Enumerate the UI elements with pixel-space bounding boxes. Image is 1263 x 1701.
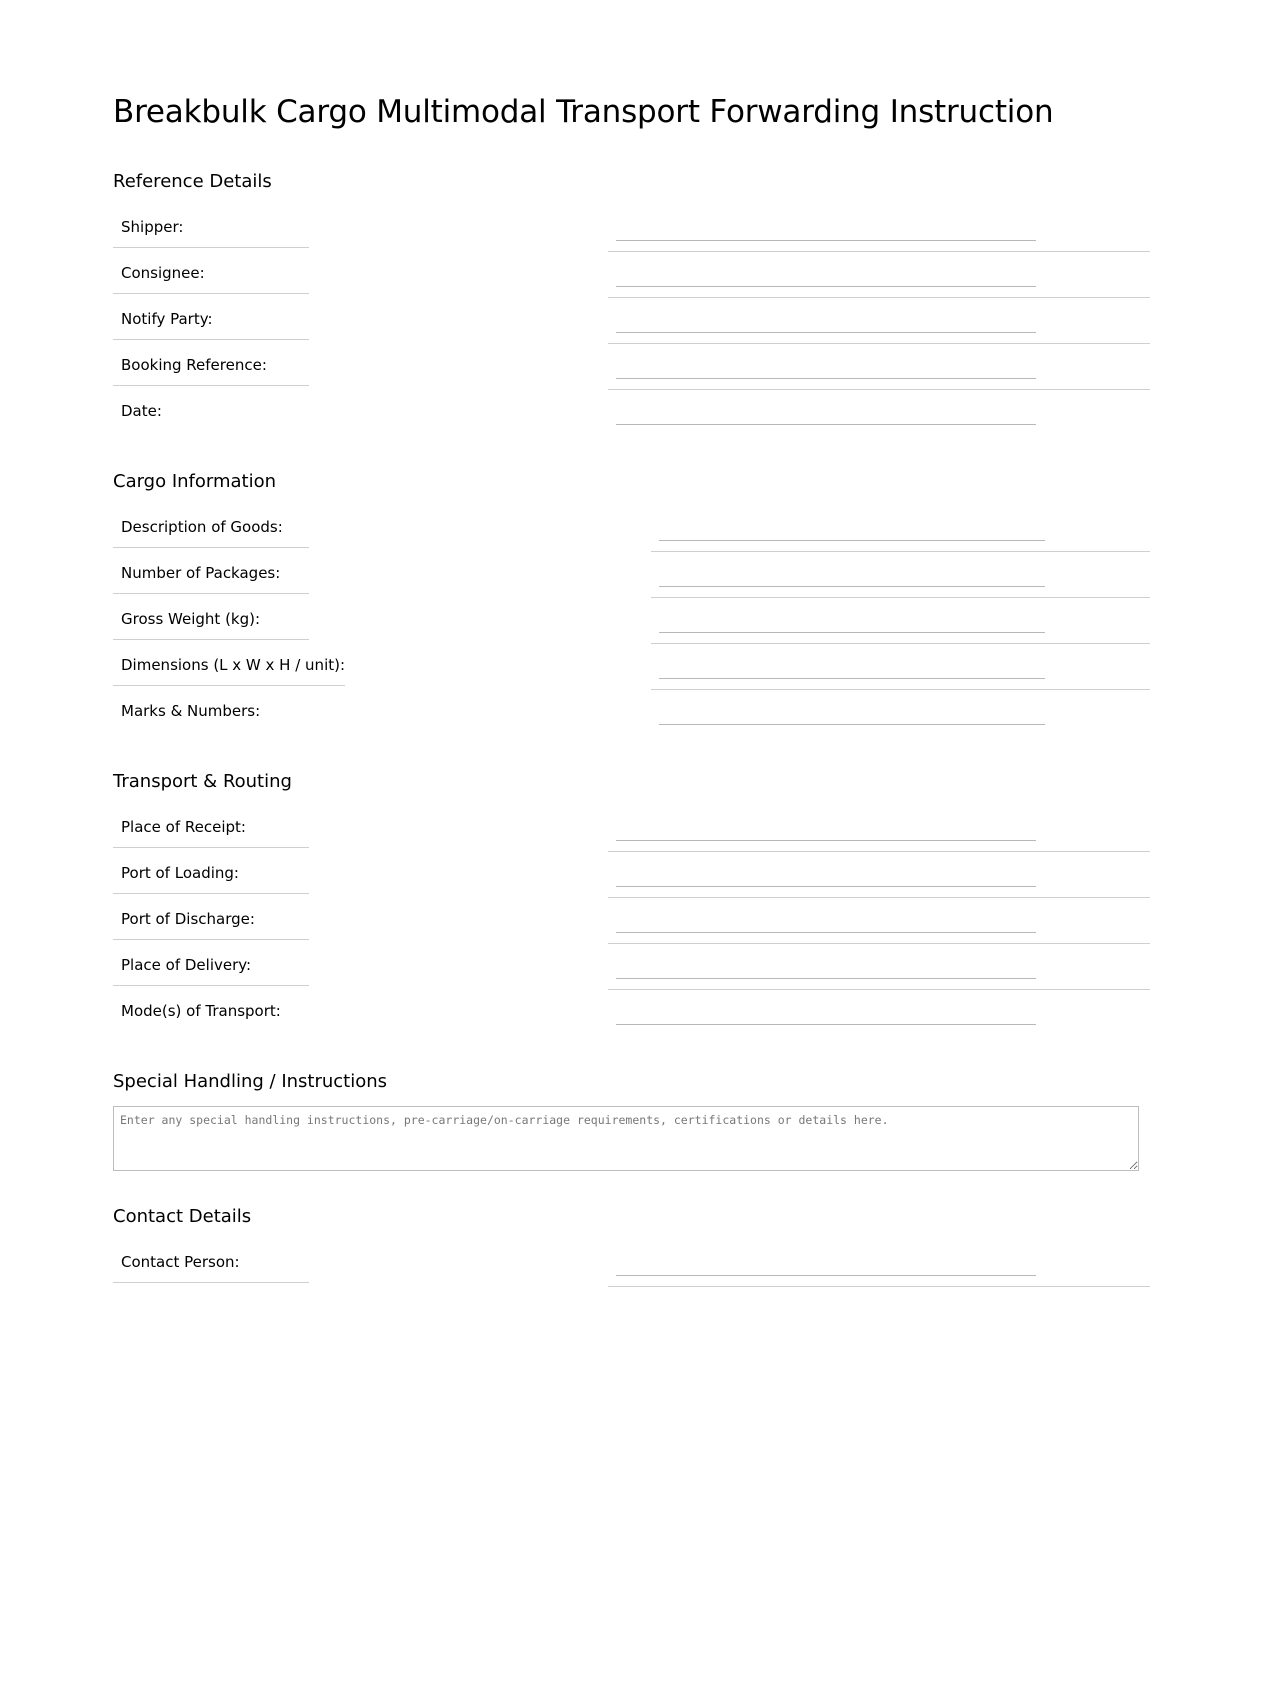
booking-reference-input[interactable] (616, 344, 1036, 379)
special-handling-textarea[interactable] (113, 1106, 1139, 1171)
field-row-number-of-packages (0, 552, 1263, 598)
field-label: Description of Goods: (113, 506, 309, 548)
section-heading-transport: Transport & Routing (113, 771, 292, 792)
page-title: Breakbulk Cargo Multimodal Transport Forwarding Instruction (113, 94, 1054, 130)
field-row-description-of-goods (0, 506, 1263, 552)
section-heading-special-handling: Special Handling / Instructions (113, 1071, 388, 1092)
consignee-input[interactable] (616, 252, 1036, 287)
field-label: Place of Delivery: (113, 944, 309, 986)
field-cell (608, 898, 1150, 944)
field-row-gross-weight (0, 598, 1263, 644)
field-label: Dimensions (L x W x H / unit): (113, 644, 345, 686)
field-label: Gross Weight (kg): (113, 598, 309, 640)
field-row-place-of-receipt (0, 806, 1263, 852)
field-label: Consignee: (113, 252, 309, 294)
section-heading-cargo: Cargo Information (113, 471, 277, 492)
field-row-date (0, 390, 1263, 436)
field-label: Mode(s) of Transport: (121, 1002, 281, 1020)
field-row-consignee (0, 252, 1263, 298)
number-of-packages-input[interactable] (659, 552, 1045, 587)
date-input[interactable] (616, 390, 1036, 425)
field-row-notify-party (0, 298, 1263, 344)
field-row-dimensions (0, 644, 1263, 690)
description-of-goods-input[interactable] (659, 506, 1045, 541)
field-row-place-of-delivery (0, 944, 1263, 990)
field-cell (608, 252, 1150, 298)
field-cell (608, 944, 1150, 990)
place-of-receipt-input[interactable] (616, 806, 1036, 841)
field-cell (608, 298, 1150, 344)
field-row-port-of-discharge (0, 898, 1263, 944)
field-label: Number of Packages: (113, 552, 309, 594)
field-cell (651, 552, 1150, 598)
field-row-modes-of-transport (0, 990, 1263, 1036)
field-cell (651, 644, 1150, 690)
field-cell (651, 690, 1150, 736)
field-cell (651, 506, 1150, 552)
field-cell (608, 390, 1150, 436)
field-label: Port of Discharge: (113, 898, 309, 940)
field-label: Contact Person: (113, 1241, 309, 1283)
marks-numbers-input[interactable] (659, 690, 1045, 725)
section-heading-reference: Reference Details (113, 171, 272, 192)
field-label: Notify Party: (113, 298, 309, 340)
place-of-delivery-input[interactable] (616, 944, 1036, 979)
field-label: Marks & Numbers: (121, 702, 261, 720)
port-of-discharge-input[interactable] (616, 898, 1036, 933)
gross-weight-input[interactable] (659, 598, 1045, 633)
contact-person-input[interactable] (616, 1241, 1036, 1276)
field-cell (651, 598, 1150, 644)
field-cell (608, 1241, 1150, 1287)
field-cell (608, 206, 1150, 252)
field-row-marks-numbers (0, 690, 1263, 736)
field-label: Port of Loading: (113, 852, 309, 894)
field-row-booking-reference (0, 344, 1263, 390)
field-label: Booking Reference: (113, 344, 309, 386)
shipper-input[interactable] (616, 206, 1036, 241)
section-heading-contact: Contact Details (113, 1206, 252, 1227)
notify-party-input[interactable] (616, 298, 1036, 333)
field-cell (608, 990, 1150, 1036)
field-row-contact-person (0, 1241, 1263, 1287)
field-cell (608, 806, 1150, 852)
field-label: Shipper: (113, 206, 309, 248)
field-cell (608, 344, 1150, 390)
field-row-shipper (0, 206, 1263, 252)
modes-of-transport-input[interactable] (616, 990, 1036, 1025)
field-row-port-of-loading (0, 852, 1263, 898)
field-label: Date: (121, 402, 162, 420)
dimensions-input[interactable] (659, 644, 1045, 679)
field-label: Place of Receipt: (113, 806, 309, 848)
port-of-loading-input[interactable] (616, 852, 1036, 887)
field-cell (608, 852, 1150, 898)
